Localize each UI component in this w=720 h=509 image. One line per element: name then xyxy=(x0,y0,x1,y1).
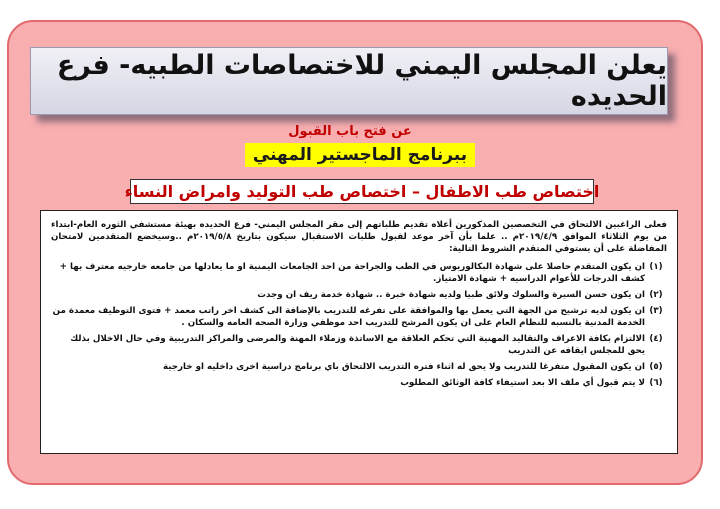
condition-text: ان يكون لديه ترشيح من الجهة التي يعمل بها والموافقة على تفرغه للتدريب بالإضافة الى كشف اخر راتب معمد + فتوى التوظيف معمدة من الخدمة المدنية بالنسبه للنظام العام على ان يكون المرشح للتدريب احد موظفي وزارة الصحه العامه والسكان . xyxy=(52,306,645,328)
condition-text: لا يتم قبول أي ملف الا بعد استيفاء كافة الوثائق المطلوب xyxy=(400,378,645,388)
announcement-body xyxy=(40,210,678,454)
announcement-title: يعلن المجلس اليمني للاختصاصات الطبيه- فرع الحديده xyxy=(30,47,668,115)
condition-item xyxy=(51,305,667,329)
condition-text: ان يكون حسن السيرة والسلوك ولائق طبيا ولديه شهادة خبرة .. شهادة خدمة ريف ان وجدت xyxy=(257,290,645,300)
condition-number: (٤) xyxy=(649,334,663,344)
condition-number: (٥) xyxy=(649,362,663,372)
conditions-list xyxy=(51,261,667,389)
condition-item xyxy=(51,289,667,301)
condition-item xyxy=(51,377,667,389)
program-banner xyxy=(0,143,720,167)
condition-text: الالتزام بكافة الاعراف والتقاليد المهنية التي تحكم العلاقة مع الاساتذة وزملاء المهنة والمرضى والمراكز التدريبية وفي حال الاخلال بذلك يحق للمجلس ايقافه عن التدريب xyxy=(70,334,645,356)
condition-number: (٣) xyxy=(649,306,663,316)
condition-number: (١) xyxy=(649,262,663,272)
condition-number: (٢) xyxy=(649,290,663,300)
condition-item xyxy=(51,361,667,373)
condition-item xyxy=(51,261,667,285)
condition-number: (٦) xyxy=(649,378,663,388)
condition-text: ان يكون المتقدم حاصلا على شهادة البكالوريوس في الطب والجراحة من احد الجامعات اليمنية او ما يعادلها من جامعه خارجيه معترف بها + كشف الدرجات للأعوام الدراسيه + شهادة الامتياز. xyxy=(59,262,645,284)
intro-paragraph: فعلى الراغبين الالتحاق في التخصصين المذكورين أعلاه تقديم طلباتهم إلى مقر المجلس اليمني- فرع الحديده بهيئة مستشفي الثوره العام-ابتداء من يوم الثلاثاء الموافق ٢٠١٩/٤/٩م .. علما بأن آخر موعد لقبول طلبات الاستقبال سيكون بتاريخ ٢٠١٩/٥/٨م ..وسيخضع المتقدمين لامتحان المفاضلة على أن يستوفي المتقدم الشروط التالية: xyxy=(51,220,667,254)
condition-text: ان يكون المقبول متفرغا للتدريب ولا يحق له اثناء فتره التدريب الالتحاق باي برنامج دراسية اخرى داخليه او خارجية xyxy=(162,362,645,372)
program-name: ببرنامج الماجستير المهني xyxy=(245,143,475,167)
condition-item xyxy=(51,333,667,357)
announcement-subtitle: عن فتح باب القبول xyxy=(288,124,412,139)
specialty-box: اختصاص طب الاطفال – اختصاص طب التوليد وامراض النساء xyxy=(130,179,594,204)
